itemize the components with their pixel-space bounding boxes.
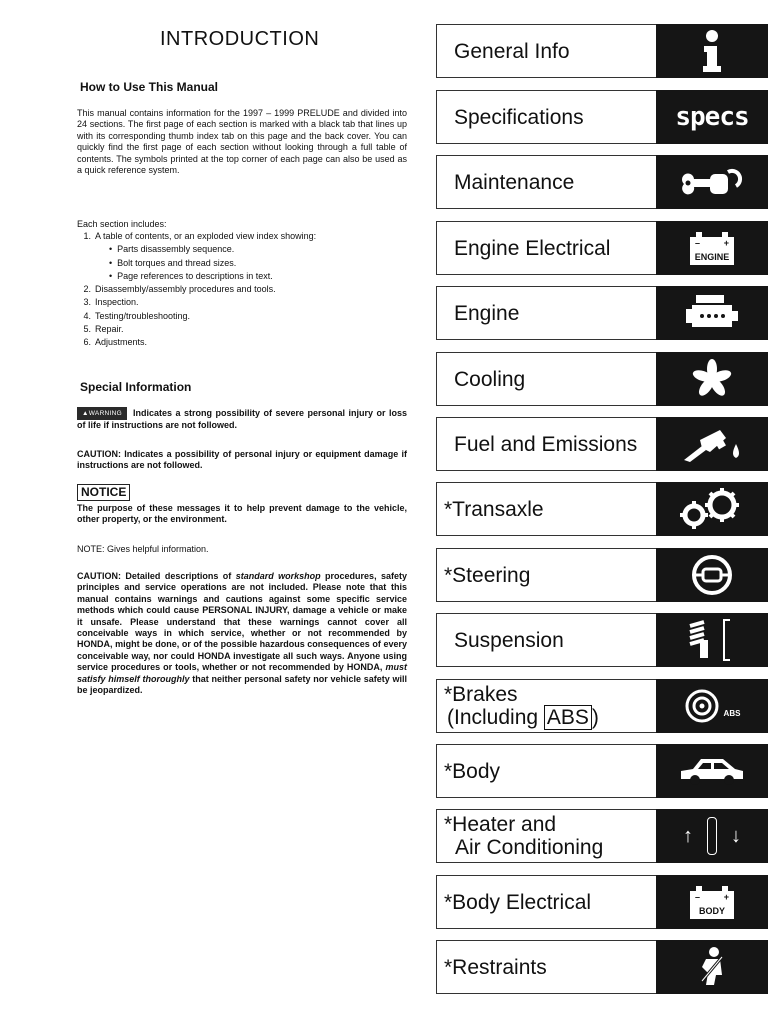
list-bullet: • Bolt torques and thread sizes. bbox=[109, 257, 237, 268]
vent-icon bbox=[707, 817, 717, 855]
tab-steering[interactable] bbox=[436, 548, 768, 602]
tab-label: Suspension bbox=[454, 628, 564, 652]
abs-mini-label: ABS bbox=[723, 708, 741, 718]
tab-heater-and-ac[interactable] bbox=[436, 809, 768, 863]
tab-engine-electrical[interactable] bbox=[436, 221, 768, 275]
car-body-icon bbox=[656, 744, 768, 798]
info-icon bbox=[656, 24, 768, 78]
tab-label: Engine Electrical bbox=[454, 236, 611, 260]
list-item: 1. A table of contents, or an exploded view index showing: bbox=[83, 231, 317, 241]
fan-icon bbox=[656, 352, 768, 406]
tab-label: Engine bbox=[454, 301, 520, 325]
tab-suspension[interactable] bbox=[436, 613, 768, 667]
tab-fuel-and-emissions[interactable] bbox=[436, 417, 768, 471]
how-to-paragraph: This manual contains information for the 1997 – 1999 PRELUDE and divided into 24 sections. The first page of each section is marked with a black tab that lines up with its corresponding thumb index tab on this page and the back cover. You can quickly find the first page of each section without looking through a full table of contents. The symbols printed at the top corner of each page can also be used as a quick reference system. bbox=[77, 108, 407, 176]
caution-long-paragraph: CAUTION: Detailed descriptions of standard workshop procedures, safety principles and service operations are not included. Please note that this manual contains warnings and cautions against some specific service methods which could cause PERSONAL INJURY, damage a vehicle or make it unsafe. Please understand that these warnings cannot cover all conceivable ways in which service, whether or not recommended by HONDA, might be done, or of the possible hazardous consequences of every conceivable way, nor could HONDA investigate all such ways. Anyone using service procedures or tools, whether or not recommended by HONDA, must satisfy himself thoroughly that neither personal safety nor vehicle safety will be jeopardized. bbox=[77, 571, 407, 696]
list-item: 2. Disassembly/assembly procedures and tools. bbox=[83, 284, 276, 295]
shock-absorber-icon bbox=[656, 613, 768, 667]
tab-label: *Body Electrical bbox=[444, 890, 592, 914]
tab-label: *Brakes (Including ABS ) bbox=[444, 683, 599, 729]
tab-label: Maintenance bbox=[454, 170, 575, 194]
tab-body[interactable] bbox=[436, 744, 768, 798]
battery-body-icon: – + BODY bbox=[656, 875, 768, 929]
list-bullet: • Page references to descriptions in text. bbox=[109, 270, 273, 281]
tab-transaxle[interactable] bbox=[436, 482, 768, 536]
tab-label: *Heater and Air Conditioning bbox=[444, 813, 604, 859]
tab-cooling[interactable] bbox=[436, 352, 768, 406]
tab-label: *Transaxle bbox=[444, 497, 544, 521]
notice-paragraph: The purpose of these messages it to help prevent damage to the vehicle, other property, or the environment. bbox=[77, 503, 407, 525]
tab-maintenance[interactable] bbox=[436, 155, 768, 209]
seatbelt-person-icon bbox=[656, 940, 768, 994]
tab-label: General Info bbox=[454, 39, 570, 63]
tab-restraints[interactable] bbox=[436, 940, 768, 994]
gears-icon bbox=[656, 482, 768, 536]
tab-general-info[interactable] bbox=[436, 24, 768, 78]
fuel-nozzle-icon bbox=[656, 417, 768, 471]
tab-label: Specifications bbox=[454, 105, 584, 129]
how-to-heading: How to Use This Manual bbox=[80, 80, 219, 94]
wrench-hand-icon bbox=[656, 155, 768, 209]
section-includes-list bbox=[77, 230, 316, 350]
specs-icon: specs bbox=[656, 90, 768, 144]
steering-wheel-icon bbox=[656, 548, 768, 602]
hvac-arrows-icon bbox=[656, 809, 768, 863]
warning-paragraph: ▲WARNING Indicates a strong possibility of severe personal injury or loss of life if instructions are not followed. bbox=[77, 408, 407, 431]
tab-label: *Body bbox=[444, 759, 501, 783]
tab-label: *Restraints bbox=[444, 955, 547, 979]
battery-icon: – + ENGINE bbox=[656, 221, 768, 275]
includes-label: Each section includes: bbox=[77, 219, 167, 229]
list-item: 4. Testing/troubleshooting. bbox=[83, 310, 191, 321]
tab-label: Cooling bbox=[454, 367, 526, 391]
abs-box: ABS bbox=[544, 705, 592, 730]
tab-label: *Steering bbox=[444, 563, 531, 587]
caution-paragraph: CAUTION: Indicates a possibility of personal injury or equipment damage if instructions are not followed. bbox=[77, 449, 407, 471]
notice-label: NOTICE bbox=[77, 484, 130, 501]
engine-block-icon bbox=[656, 286, 768, 340]
list-item: 6. Adjustments. bbox=[83, 337, 148, 348]
tab-engine[interactable] bbox=[436, 286, 768, 340]
warning-badge: ▲WARNING bbox=[77, 407, 127, 420]
thumb-index-tabs bbox=[436, 0, 768, 1024]
tab-specifications[interactable] bbox=[436, 90, 768, 144]
note-paragraph: NOTE: Gives helpful information. bbox=[77, 544, 209, 554]
special-info-heading: Special Information bbox=[80, 380, 192, 394]
list-item: 5. Repair. bbox=[83, 324, 124, 335]
brake-disc-icon bbox=[656, 679, 768, 733]
arrow-down-icon: ↓ bbox=[731, 824, 741, 847]
list-item: 3. Inspection. bbox=[83, 297, 139, 308]
arrow-up-icon: ↑ bbox=[683, 824, 693, 847]
page-title: INTRODUCTION bbox=[160, 28, 320, 50]
tab-label: Fuel and Emissions bbox=[454, 432, 638, 456]
tab-brakes[interactable] bbox=[436, 679, 768, 733]
tab-body-electrical[interactable] bbox=[436, 875, 768, 929]
list-bullet: • Parts disassembly sequence. bbox=[109, 244, 235, 255]
